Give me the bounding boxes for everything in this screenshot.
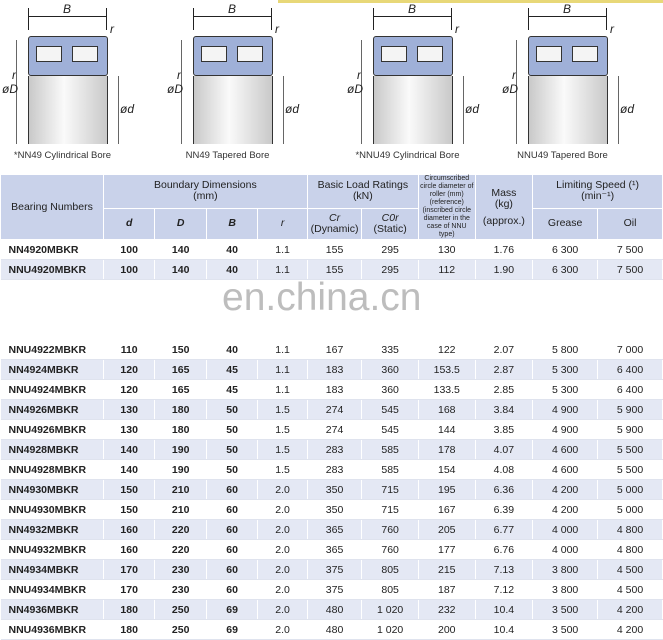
label-d: ød (465, 102, 480, 116)
label-d: ød (620, 102, 635, 116)
label-r-side: r (12, 68, 16, 82)
table-cell: 283 (307, 460, 362, 480)
bearing-number-cell: NN4928MBKR (1, 440, 104, 460)
table-cell: 4 600 (533, 460, 598, 480)
table-cell: 155 (307, 260, 362, 280)
header-bearing-numbers: Bearing Numbers (1, 175, 104, 240)
bearing-number-cell: NN4920MBKR (1, 240, 104, 260)
table-cell: 150 (103, 480, 154, 500)
table-cell: 5 000 (598, 500, 663, 520)
table-row (1, 600, 663, 620)
table-cell: 150 (103, 500, 154, 520)
table-cell: 4 500 (598, 580, 663, 600)
table-cell: 110 (103, 340, 154, 360)
table-row (1, 500, 663, 520)
table-cell: 360 (362, 380, 419, 400)
table-cell: 2.0 (258, 500, 307, 520)
table-cell: 60 (206, 580, 257, 600)
table-cell: 4 800 (598, 520, 663, 540)
table-cell: 375 (307, 560, 362, 580)
table-cell: 585 (362, 460, 419, 480)
table-cell: 6 300 (533, 240, 598, 260)
table-cell: 190 (155, 440, 206, 460)
table-cell: 2.07 (475, 340, 533, 360)
label-r-top: r (610, 22, 614, 36)
table-row (1, 380, 663, 400)
table-cell: 220 (155, 520, 206, 540)
table-cell: 178 (418, 440, 475, 460)
table-cell: 2.0 (258, 560, 307, 580)
table-cell: 40 (206, 260, 257, 280)
table-cell: 6 300 (533, 260, 598, 280)
table-cell: 760 (362, 520, 419, 540)
table-cell: 1 020 (362, 620, 419, 640)
table-cell: 4.07 (475, 440, 533, 460)
table-cell: 4 900 (533, 400, 598, 420)
table-row (1, 620, 663, 640)
table-cell: 100 (103, 240, 154, 260)
table-cell: 3 500 (533, 600, 598, 620)
table-cell: 167 (418, 500, 475, 520)
table-row (1, 520, 663, 540)
table-cell: 60 (206, 500, 257, 520)
header-B: B (206, 208, 257, 239)
header-D: D (155, 208, 206, 239)
roller (381, 46, 407, 62)
table-cell: 3.85 (475, 420, 533, 440)
table-cell: 2.0 (258, 600, 307, 620)
bearing-spec-table (0, 174, 663, 640)
table-cell: 170 (103, 580, 154, 600)
bore-cylinder (193, 76, 273, 144)
table-cell: 5 900 (598, 420, 663, 440)
header-mass: Mass (kg) (approx.) (475, 175, 533, 240)
label-D: øD (167, 82, 184, 96)
table-cell: 3.84 (475, 400, 533, 420)
table-row (1, 440, 663, 460)
table-cell: 170 (103, 560, 154, 580)
table-cell: 7.13 (475, 560, 533, 580)
table-row (1, 420, 663, 440)
table-cell: 190 (155, 460, 206, 480)
table-cell: 365 (307, 520, 362, 540)
table-cell: 350 (307, 500, 362, 520)
table-cell: 365 (307, 540, 362, 560)
blank-row (1, 320, 663, 340)
diagram-caption: NN49 Tapered Bore (185, 150, 270, 161)
diagram-caption: NNU49 Tapered Bore (517, 150, 608, 161)
table-cell: 3 800 (533, 580, 598, 600)
label-d: ød (285, 102, 300, 116)
table-cell: 4 800 (598, 540, 663, 560)
bearing-number-cell: NN4932MBKR (1, 520, 104, 540)
table-cell: 2.0 (258, 580, 307, 600)
table-cell: 180 (103, 600, 154, 620)
table-cell: 140 (103, 440, 154, 460)
table-row (1, 560, 663, 580)
table-cell: 1.90 (475, 260, 533, 280)
table-cell: 160 (103, 520, 154, 540)
table-cell: 2.0 (258, 480, 307, 500)
table-cell: 545 (362, 420, 419, 440)
bearing-number-cell: NN4926MBKR (1, 400, 104, 420)
table-cell: 335 (362, 340, 419, 360)
bearing-number-cell: NNU4930MBKR (1, 500, 104, 520)
bearing-number-cell: NNU4922MBKR (1, 340, 104, 360)
table-cell: 5 300 (533, 360, 598, 380)
header-limiting-speed: Limiting Speed (¹) (min⁻¹) (533, 175, 663, 209)
table-cell: 715 (362, 480, 419, 500)
table-row (1, 580, 663, 600)
label-D: øD (502, 82, 519, 96)
table-cell: 6.36 (475, 480, 533, 500)
table-cell: 183 (307, 380, 362, 400)
table-row (1, 400, 663, 420)
bore-cylinder (528, 76, 608, 144)
label-B: B (563, 2, 572, 16)
table-cell: 350 (307, 480, 362, 500)
table-cell: 4 200 (598, 600, 663, 620)
bearing-diagram (345, 0, 510, 172)
table-cell: 7 500 (598, 240, 663, 260)
table-cell: 210 (155, 480, 206, 500)
bearing-number-cell: NNU4926MBKR (1, 420, 104, 440)
table-cell: 274 (307, 420, 362, 440)
label-B: B (63, 2, 72, 16)
table-cell: 4 200 (598, 620, 663, 640)
table-cell: 10.4 (475, 600, 533, 620)
header-grease: Grease (533, 208, 598, 239)
table-cell: 177 (418, 540, 475, 560)
table-cell: 60 (206, 540, 257, 560)
table-cell: 168 (418, 400, 475, 420)
table-cell: 133.5 (418, 380, 475, 400)
table-cell: 187 (418, 580, 475, 600)
roller (536, 46, 562, 62)
table-cell: 60 (206, 560, 257, 580)
table-cell: 1.1 (258, 260, 307, 280)
roller (36, 46, 62, 62)
table-cell: 195 (418, 480, 475, 500)
table-cell: 2.0 (258, 520, 307, 540)
roller (417, 46, 443, 62)
table-cell: 200 (418, 620, 475, 640)
label-r-side: r (512, 68, 516, 82)
table-cell: 45 (206, 360, 257, 380)
table-cell: 1.1 (258, 240, 307, 260)
table-cell: 6.76 (475, 540, 533, 560)
bearing-number-cell: NNU4936MBKR (1, 620, 104, 640)
table-cell: 2.87 (475, 360, 533, 380)
table-cell: 1.5 (258, 420, 307, 440)
table-cell: 250 (155, 620, 206, 640)
table-cell: 60 (206, 480, 257, 500)
diagram-caption: *NNU49 Cylindrical Bore (355, 150, 460, 161)
table-cell: 4 200 (533, 480, 598, 500)
table-cell: 2.85 (475, 380, 533, 400)
table-cell: 50 (206, 460, 257, 480)
bearing-number-cell: NN4930MBKR (1, 480, 104, 500)
table-cell: 1.5 (258, 460, 307, 480)
table-row (1, 360, 663, 380)
table-cell: 4 600 (533, 440, 598, 460)
bearing-number-cell: NNU4928MBKR (1, 460, 104, 480)
table-cell: 165 (155, 360, 206, 380)
table-cell: 1.5 (258, 400, 307, 420)
table-cell: 360 (362, 360, 419, 380)
table-cell: 50 (206, 420, 257, 440)
label-r-top: r (275, 22, 279, 36)
table-cell: 205 (418, 520, 475, 540)
table-cell: 120 (103, 360, 154, 380)
table-cell: 5 500 (598, 440, 663, 460)
bearing-diagrams (0, 0, 663, 172)
bore-cylinder (28, 76, 108, 144)
table-cell: 183 (307, 360, 362, 380)
table-cell: 5 300 (533, 380, 598, 400)
table-cell: 295 (362, 260, 419, 280)
bearing-number-cell: NN4934MBKR (1, 560, 104, 580)
bearing-diagram (165, 0, 330, 172)
table-cell: 230 (155, 560, 206, 580)
label-D: øD (2, 82, 19, 96)
table-cell: 160 (103, 540, 154, 560)
table-cell: 180 (155, 400, 206, 420)
table-cell: 5 900 (598, 400, 663, 420)
diagram-caption: *NN49 Cylindrical Bore (13, 150, 112, 161)
table-cell: 69 (206, 600, 257, 620)
table-cell: 250 (155, 600, 206, 620)
label-B: B (408, 2, 417, 16)
table-cell: 150 (155, 340, 206, 360)
table-cell: 153.5 (418, 360, 475, 380)
table-cell: 375 (307, 580, 362, 600)
table-cell: 3 500 (533, 620, 598, 640)
bearing-number-cell: NNU4932MBKR (1, 540, 104, 560)
table-cell: 2.0 (258, 540, 307, 560)
table-cell: 6.39 (475, 500, 533, 520)
table-cell: 122 (418, 340, 475, 360)
bearing-diagram (500, 0, 663, 172)
table-cell: 140 (155, 260, 206, 280)
label-D: øD (347, 82, 364, 96)
label-r-top: r (110, 22, 114, 36)
bearing-diagram (0, 0, 165, 172)
table-cell: 167 (307, 340, 362, 360)
table-cell: 230 (155, 580, 206, 600)
table-cell: 144 (418, 420, 475, 440)
table-cell: 50 (206, 400, 257, 420)
label-B: B (228, 2, 237, 16)
table-cell: 112 (418, 260, 475, 280)
bearing-number-cell: NNU4934MBKR (1, 580, 104, 600)
label-r-side: r (357, 68, 361, 82)
table-cell: 155 (307, 240, 362, 260)
table-cell: 480 (307, 620, 362, 640)
table-cell: 5 000 (598, 480, 663, 500)
roller (237, 46, 263, 62)
table-cell: 140 (155, 240, 206, 260)
table-cell: 760 (362, 540, 419, 560)
bearing-number-cell: NNU4920MBKR (1, 260, 104, 280)
bore-cylinder (373, 76, 453, 144)
table-cell: 4 900 (533, 420, 598, 440)
table-cell: 120 (103, 380, 154, 400)
table-cell: 210 (155, 500, 206, 520)
table-cell: 45 (206, 380, 257, 400)
label-d: ød (120, 102, 135, 116)
header-cor: C0r (Static) (362, 208, 419, 239)
table-cell: 4 000 (533, 540, 598, 560)
table-cell: 6 400 (598, 380, 663, 400)
table-cell: 60 (206, 520, 257, 540)
table-cell: 5 500 (598, 460, 663, 480)
table-cell: 1.76 (475, 240, 533, 260)
table-cell: 130 (103, 420, 154, 440)
table-cell: 220 (155, 540, 206, 560)
table-row (1, 340, 663, 360)
table-row (1, 480, 663, 500)
table-cell: 5 800 (533, 340, 598, 360)
bearing-number-cell: NNU4924MBKR (1, 380, 104, 400)
table-cell: 805 (362, 580, 419, 600)
table-cell: 4 000 (533, 520, 598, 540)
header-circumscribed: Circumscribed circle diameter of roller (mm) (reference) (inscribed circle diameter in the case of NNU type) (420, 175, 474, 238)
table-cell: 180 (155, 420, 206, 440)
table-cell: 4 500 (598, 560, 663, 580)
table-cell: 7.12 (475, 580, 533, 600)
table-cell: 2.0 (258, 620, 307, 640)
table-cell: 1.1 (258, 360, 307, 380)
roller (72, 46, 98, 62)
table-cell: 140 (103, 460, 154, 480)
table-cell: 1 020 (362, 600, 419, 620)
table-cell: 545 (362, 400, 419, 420)
table-cell: 274 (307, 400, 362, 420)
table-cell: 10.4 (475, 620, 533, 640)
table-cell: 1.1 (258, 340, 307, 360)
table-cell: 130 (418, 240, 475, 260)
table-cell: 215 (418, 560, 475, 580)
table-cell: 4 200 (533, 500, 598, 520)
table-cell: 40 (206, 240, 257, 260)
table-cell: 7 500 (598, 260, 663, 280)
table-cell: 1.5 (258, 440, 307, 460)
table-cell: 805 (362, 560, 419, 580)
table-cell: 295 (362, 240, 419, 260)
label-r-top: r (455, 22, 459, 36)
table-cell: 69 (206, 620, 257, 640)
header-load-ratings: Basic Load Ratings (kN) (307, 175, 418, 209)
bearing-number-cell: NN4924MBKR (1, 360, 104, 380)
table-cell: 6 400 (598, 360, 663, 380)
watermark: en.china.cn (222, 276, 422, 319)
table-cell: 6.77 (475, 520, 533, 540)
table-cell: 154 (418, 460, 475, 480)
table-cell: 232 (418, 600, 475, 620)
table-cell: 1.1 (258, 380, 307, 400)
roller (201, 46, 227, 62)
table-cell: 480 (307, 600, 362, 620)
table-cell: 40 (206, 340, 257, 360)
table-row (1, 540, 663, 560)
roller (572, 46, 598, 62)
table-row (1, 460, 663, 480)
table-cell: 4.08 (475, 460, 533, 480)
table-row (1, 240, 663, 260)
header-cr: Cr (Dynamic) (307, 208, 362, 239)
table-cell: 50 (206, 440, 257, 460)
table-cell: 3 800 (533, 560, 598, 580)
header-oil: Oil (598, 208, 663, 239)
header-r: r (258, 208, 307, 239)
label-r-side: r (177, 68, 181, 82)
table-cell: 130 (103, 400, 154, 420)
table-cell: 283 (307, 440, 362, 460)
table-cell: 7 000 (598, 340, 663, 360)
table-cell: 165 (155, 380, 206, 400)
bearing-number-cell: NN4936MBKR (1, 600, 104, 620)
table-cell: 100 (103, 260, 154, 280)
header-d: d (103, 208, 154, 239)
header-boundary: Boundary Dimensions (mm) (103, 175, 307, 209)
table-cell: 180 (103, 620, 154, 640)
table-cell: 715 (362, 500, 419, 520)
table-cell: 585 (362, 440, 419, 460)
